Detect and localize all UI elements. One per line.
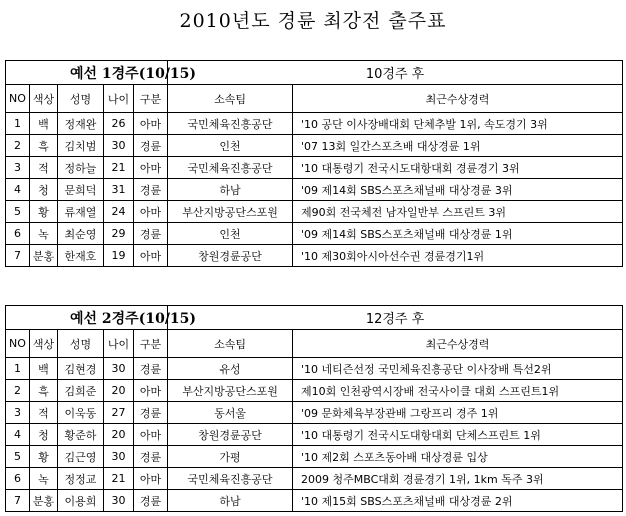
race-after: 10경주 후 [168, 61, 623, 85]
cell-team: 하남 [168, 490, 293, 512]
cell-no: 5 [6, 201, 30, 223]
cell-no: 5 [6, 446, 30, 468]
cell-award: '10 네티즌선정 국민체육진흥공단 이사장배 특선2위 [293, 358, 623, 380]
cell-age: 29 [104, 223, 134, 245]
cell-type: 아마 [134, 201, 168, 223]
table-row [6, 113, 623, 135]
cell-award: '10 대통령기 전국시도대항대회 경륜경기 3위 [293, 157, 623, 179]
cell-color: 청 [30, 424, 58, 446]
cell-team: 가평 [168, 446, 293, 468]
cell-age: 21 [104, 468, 134, 490]
table-row [6, 135, 623, 157]
col-name: 성명 [58, 85, 104, 113]
cell-name: 정하늘 [58, 157, 104, 179]
cell-no: 7 [6, 490, 30, 512]
cell-no: 1 [6, 358, 30, 380]
col-team: 소속팀 [168, 85, 293, 113]
cell-team: 유성 [168, 358, 293, 380]
col-type: 구분 [134, 330, 168, 358]
cell-name: 류재열 [58, 201, 104, 223]
race-header [6, 61, 623, 85]
cell-team: 동서울 [168, 402, 293, 424]
col-no: NO [6, 85, 30, 113]
col-team: 소속팀 [168, 330, 293, 358]
table-row [6, 358, 623, 380]
col-no: NO [6, 330, 30, 358]
cell-type: 아마 [134, 245, 168, 267]
cell-award: 제10회 인천광역시장배 전국사이클 대회 스프린트1위 [293, 380, 623, 402]
cell-age: 31 [104, 179, 134, 201]
cell-type: 아마 [134, 113, 168, 135]
cell-team: 국민체육진흥공단 [168, 113, 293, 135]
col-color: 색상 [30, 85, 58, 113]
cell-type: 경륜 [134, 135, 168, 157]
cell-name: 이용희 [58, 490, 104, 512]
cell-name: 황준하 [58, 424, 104, 446]
cell-type: 아마 [134, 468, 168, 490]
cell-award: '07 13회 일간스포츠배 대상경륜 1위 [293, 135, 623, 157]
cell-color: 황 [30, 201, 58, 223]
cell-name: 김치범 [58, 135, 104, 157]
cell-age: 21 [104, 157, 134, 179]
cell-type: 경륜 [134, 358, 168, 380]
cell-no: 2 [6, 135, 30, 157]
table-row [6, 490, 623, 512]
table-row [6, 245, 623, 267]
cell-type: 아마 [134, 380, 168, 402]
cell-color: 흑 [30, 135, 58, 157]
race-2-table [5, 305, 623, 512]
cell-team: 부산지방공단스포원 [168, 201, 293, 223]
cell-age: 20 [104, 380, 134, 402]
cell-no: 1 [6, 113, 30, 135]
cell-team: 국민체육진흥공단 [168, 468, 293, 490]
cell-age: 24 [104, 201, 134, 223]
cell-age: 20 [104, 424, 134, 446]
cell-name: 이욱동 [58, 402, 104, 424]
cell-team: 인천 [168, 135, 293, 157]
cell-award: 2009 청주MBC대회 경륜경기 1위, 1km 독주 3위 [293, 468, 623, 490]
cell-type: 경륜 [134, 179, 168, 201]
col-award: 최근수상경력 [293, 85, 623, 113]
col-name: 성명 [58, 330, 104, 358]
col-age: 나이 [104, 330, 134, 358]
cell-type: 경륜 [134, 446, 168, 468]
cell-color: 청 [30, 179, 58, 201]
cell-team: 국민체육진흥공단 [168, 157, 293, 179]
cell-no: 3 [6, 157, 30, 179]
cell-no: 3 [6, 402, 30, 424]
cell-no: 6 [6, 468, 30, 490]
cell-award: '09 제14회 SBS스포츠채널배 대상경륜 3위 [293, 179, 623, 201]
cell-type: 아마 [134, 157, 168, 179]
cell-award: '10 대통령기 전국시도대항대회 단체스프린트 1위 [293, 424, 623, 446]
cell-no: 2 [6, 380, 30, 402]
cell-color: 황 [30, 446, 58, 468]
cell-name: 한재호 [58, 245, 104, 267]
table-row [6, 380, 623, 402]
cell-color: 분홍 [30, 490, 58, 512]
cell-award: '09 문화체육부장관배 그랑프리 경주 1위 [293, 402, 623, 424]
cell-award: 제90회 전국체전 남자일반부 스프린트 3위 [293, 201, 623, 223]
col-age: 나이 [104, 85, 134, 113]
cell-no: 4 [6, 179, 30, 201]
table-row [6, 179, 623, 201]
cell-name: 정재완 [58, 113, 104, 135]
race-title: 예선 2경주(10/15) [6, 306, 168, 330]
cell-type: 아마 [134, 424, 168, 446]
table-row [6, 157, 623, 179]
cell-team: 창원경륜공단 [168, 245, 293, 267]
cell-color: 백 [30, 358, 58, 380]
page-title: 2010년도 경륜 최강전 출주표 [179, 10, 447, 32]
table-row [6, 201, 623, 223]
column-header-row [6, 85, 623, 113]
cell-name: 김근영 [58, 446, 104, 468]
column-header-row [6, 330, 623, 358]
table-row [6, 468, 623, 490]
cell-color: 백 [30, 113, 58, 135]
table-row [6, 402, 623, 424]
cell-type: 경륜 [134, 223, 168, 245]
cell-name: 김현경 [58, 358, 104, 380]
cell-age: 27 [104, 402, 134, 424]
cell-name: 문희덕 [58, 179, 104, 201]
table-row [6, 446, 623, 468]
cell-type: 경륜 [134, 490, 168, 512]
race-1-table [5, 60, 623, 267]
cell-color: 적 [30, 402, 58, 424]
cell-award: '10 제30회아시아선수권 경륜경기1위 [293, 245, 623, 267]
race-title: 예선 1경주(10/15) [6, 61, 168, 85]
cell-team: 부산지방공단스포원 [168, 380, 293, 402]
col-type: 구분 [134, 85, 168, 113]
cell-color: 녹 [30, 223, 58, 245]
cell-no: 7 [6, 245, 30, 267]
cell-award: '10 제2회 스포츠동아배 대상경륜 입상 [293, 446, 623, 468]
cell-age: 30 [104, 446, 134, 468]
cell-color: 흑 [30, 380, 58, 402]
col-award: 최근수상경력 [293, 330, 623, 358]
col-color: 색상 [30, 330, 58, 358]
cell-age: 30 [104, 490, 134, 512]
cell-color: 적 [30, 157, 58, 179]
cell-no: 4 [6, 424, 30, 446]
cell-age: 30 [104, 358, 134, 380]
cell-age: 30 [104, 135, 134, 157]
cell-age: 26 [104, 113, 134, 135]
cell-team: 하남 [168, 179, 293, 201]
table-row [6, 424, 623, 446]
race-header [6, 306, 623, 330]
cell-name: 정정교 [58, 468, 104, 490]
cell-award: '09 제14회 SBS스포츠채널배 대상경륜 1위 [293, 223, 623, 245]
cell-name: 김희준 [58, 380, 104, 402]
table-row [6, 223, 623, 245]
cell-type: 경륜 [134, 402, 168, 424]
cell-award: '10 제15회 SBS스포츠채널배 대상경륜 2위 [293, 490, 623, 512]
cell-team: 인천 [168, 223, 293, 245]
cell-no: 6 [6, 223, 30, 245]
cell-team: 창원경륜공단 [168, 424, 293, 446]
cell-age: 19 [104, 245, 134, 267]
race-after: 12경주 후 [168, 306, 623, 330]
cell-award: '10 공단 이사장배대회 단체추발 1위, 속도경기 3위 [293, 113, 623, 135]
cell-name: 최순영 [58, 223, 104, 245]
cell-color: 분홍 [30, 245, 58, 267]
cell-color: 녹 [30, 468, 58, 490]
